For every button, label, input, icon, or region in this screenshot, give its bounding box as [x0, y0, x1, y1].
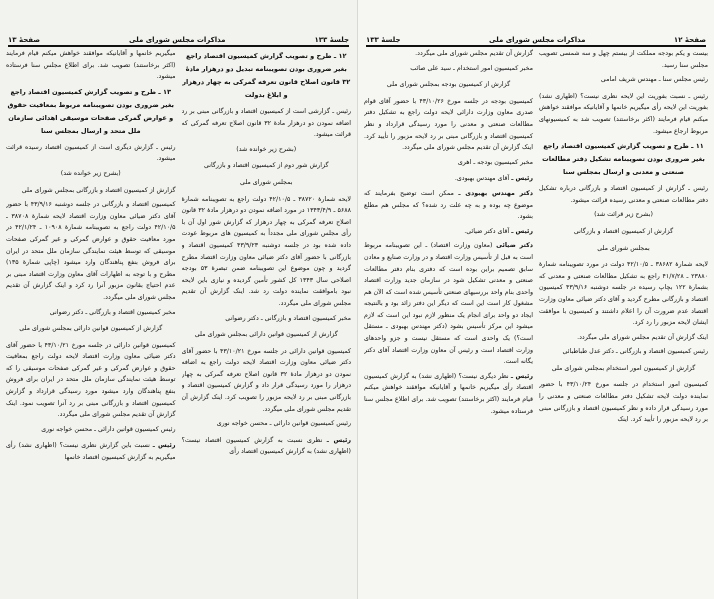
centered-line	[182, 144, 352, 156]
speaker-name: دکتر ضیائی	[496, 242, 533, 250]
paragraph	[539, 259, 708, 329]
paragraph	[6, 185, 176, 197]
paragraph-text: گزارش شور دوم از کمیسیون اقتصاد و بازرگانی	[203, 162, 329, 170]
paragraph	[364, 226, 533, 238]
paragraph-text: رئیس کمیسیون قوانین دارائی ـ محسن خواجه نوری	[41, 425, 176, 433]
paragraph	[364, 96, 533, 154]
paragraph-text: مخبر کمیسیون بودجه ـ اهری	[457, 158, 533, 166]
paragraph-text: لایحه شمارهٔ ۳۸۶۸۲ ـ ۴۲/۱۰/۵ دولت در مورد تصویبنامه شمارهٔ ۲۳۸۸۰ ـ ۴۱/۷/۲۸ راجع به تشکیل مطالعات صنعتی و معدنی که بشمارهٔ ۱۲۲ بچاپ رسیده در جلسه دوشنبه ۴۳/۹/۱۶ کمیسیون اقتصاد و بازرگانی مطرح گردید و آقای دکتر ضیائی معاون وزارت اقتصاد عدم ضرورت آن را اعلام داشتند و کمیسیون با موافقت ایشان لایحه مزبور را رد کرد.	[539, 261, 708, 327]
paragraph-text: بیست و یکم بودجه مملکت از بیستم چهل و سه شمسی تصویب مجلس سنا رسید.	[539, 50, 708, 69]
paragraph-text: نسبت باین گزارش نظری نیست؟ (اظهاری نشد) رأی میگیریم به گزارش کمیسیون اقتصاد خانمها	[6, 442, 176, 462]
paragraph	[539, 91, 708, 137]
paragraph-text: لایحه شمارهٔ ۳۸۷۲۰ ـ ۴۲/۱۰/۵ دولت راجع به تصویبنامه شمارهٔ ۵۶۸۸ ـ ۱۳۴۳/۴/۹ در مورد اضافه نمودن دو درهزار مادهٔ ۳۲ قانون اصلاح تعرفه گمرکی به چهار درهزار که گزارش شور اول آن با رأی مجلس شورای ملی مجدداً به کمیسیون های مربوط عودت داده شده بود در جلسه دوشنبه ۴۳/۹/۲۳ کمیسیون اقتصاد و بازرگانی با حضور آقای دکتر ضیائی معاون وزارت اقتصاد مطرح گردید و چون موضوع این تصویبنامه ضمن تبصرهٔ ۵۳ بودجه اصلاحی سال ۱۳۴۳ کل کشور تأمین گردیده و نیازی باین لایحه نبود باموافقت نماینده دولت رد شد. اینک گزارش آن تقدیم مجلس شورای ملی میگردد.	[181, 195, 351, 307]
publication-title: مذاکرات مجلس شورای ملی	[129, 36, 226, 44]
paragraph	[6, 48, 176, 83]
paragraph-text: رئیس کمیسیون اقتصاد و بازرگانی ـ دکتر عدل طباطبائی	[562, 348, 708, 356]
paragraph	[6, 199, 176, 303]
column-left	[6, 48, 176, 559]
speaker-name: رئیس ـ	[152, 442, 176, 450]
paragraph-text: کمیسیون قوانین دارائی در جلسه مورخ ۴۳/۱۰/۲۱ با حضور آقای دکتر ضیائی معاون وزارت اقتصاد لایحه دولت راجع به اضافه نمودن دو درهزار مادهٔ ۳۲ قانون اصلاح تعرفه گمرکی به چهار درهزار را مورد رسیدگی قرار داد و گزارش کمیسیون اقتصاد و بازرگانی مبنی بر رد لایحه مزبور را تصویب کرد. اینک گزارش آن تقدیم مجلس شورای ملی میگردد.	[181, 347, 351, 413]
centered-line	[539, 226, 708, 238]
paragraph	[182, 346, 352, 416]
speaker-name: رئیس ـ	[510, 372, 533, 380]
session-number: جلسهٔ ۱۳۳	[366, 36, 401, 44]
paragraph	[182, 435, 352, 458]
centered-line	[364, 79, 533, 91]
paragraph-text: میگیریم خانمها و آقایانیکه موافقند خواهش میکنم قیام فرمایند (اکثر برخاستند) تصویب شد. برای اطلاع مجلس سنا فرستاده میشود.	[6, 50, 176, 81]
speaker-name: رئیس ـ	[511, 227, 533, 235]
paragraph-text: رئیس کمیسیون قوانین دارائی ـ محسن خواجه نوری	[216, 420, 351, 428]
paragraph-text: رئیس ـ نسبت بفوریت این لایحه نظری نیست؟ (اظهاری نشد) بفوریت این لایحه رأی میگیریم خانمها و آقایانیکه موافقند خواهش میکنم قیام فرمایند (اکثر برخاستند) تصویب شد به کمیسیونهای مربوط ارجاع میشود.	[539, 92, 708, 135]
paragraph-text: گزارش از کمیسیون بودجه بمجلس شورای ملی	[386, 81, 511, 89]
paragraph-text: گزارش از کمیسیون اقتصاد و بازرگانی	[573, 227, 674, 235]
centered-line	[539, 243, 708, 255]
speaker-name: دکتر مهندس بهبودی ـ	[458, 189, 533, 197]
signature-line	[182, 313, 352, 325]
paragraph-text: اینک گزارش آن تقدیم مجلس شورای ملی میگردد.	[577, 333, 708, 341]
centered-line	[182, 329, 352, 341]
centered-line	[182, 177, 352, 189]
paragraph	[364, 371, 533, 417]
agenda-item-heading	[6, 86, 176, 138]
centered-line	[6, 323, 176, 335]
paragraph	[6, 340, 176, 421]
speaker-name: رئیس ـ	[326, 436, 351, 444]
paragraph-text: ۱۱ ـ طرح و تصویب گزارش کمیسیون اقتصاد راجع بغیر ضروری بودن تصویبنامه تشکیل دفتر مطالعات صنعتی و معدنی و ارسال بمجلس سنا	[542, 142, 705, 177]
signature-line	[539, 346, 708, 358]
page-12	[357, 0, 714, 599]
paragraph-text: نظری نسبت به گزارش کمیسیون اقتصاد نیست؟ (اظهاری نشد) به گزارش کمیسیون اقتصاد رأی	[181, 436, 351, 456]
paragraph-text: گزارش آن تقدیم مجلس شورای ملی میگردد.	[415, 50, 533, 57]
agenda-item-heading	[539, 140, 708, 179]
paragraph-text: رئیس ـ گزارش دیگری است از کمیسیون اقتصاد رسیده قرائت میشود.	[6, 143, 176, 163]
signature-line	[6, 424, 176, 436]
paragraph-text: ۱۳ ـ طرح و تصویب گزارش کمیسیون اقتصاد راجع بغیر ضروری بودن تصویبنامه مربوط بمعافیت حقوق و عوارض گمرکی صفحات موسیقی اهدائی سازمان ملل متحد و ارسال بمجلس سنا	[7, 87, 175, 135]
column-left	[364, 48, 533, 559]
paragraph-text: بمجلس شورای ملی	[239, 178, 293, 186]
paragraph	[539, 332, 708, 344]
signature-line	[539, 74, 708, 86]
page-header	[8, 32, 349, 47]
centered-line	[539, 209, 708, 221]
paragraph-text: گزارش از کمیسیون امور استخدام بمجلس شورای ملی	[551, 364, 696, 372]
centered-line	[6, 168, 176, 180]
paragraph-text: بمجلس شورای ملی	[597, 244, 650, 252]
paragraph	[539, 183, 708, 206]
page-number: صفحهٔ ۱۳	[8, 36, 41, 44]
paragraph-text: گزارش از کمیسیون قوانین دارائی بمجلس شورای ملی	[19, 325, 163, 333]
paragraph	[539, 48, 708, 71]
paragraph-text: نظر دیگری نیست؟ (اظهاری نشد) به گزارش کمیسیون اقتصاد رأی میگیریم خانمها و آقایانیکه موافقند خواهش میکنم قیام فرمایند (اکثر برخاستند) تصویب شد. برای اطلاع مجلس سنا فرستاده میشود.	[364, 372, 533, 415]
paragraph-text: (بشرح زیر قرائت شد)	[594, 211, 653, 219]
agenda-item-heading	[182, 50, 352, 102]
paragraph-text: ممکن است توضیح بفرمایند که موضوع چه بوده و به چه علت رد شده؟ که مجلس هم مطلع بشود.	[364, 189, 533, 221]
paragraph	[364, 48, 533, 60]
paragraph-text: گزارش از کمیسیون اقتصاد و بازرگانی بمجلس شورای ملی	[21, 186, 176, 194]
page-header	[366, 32, 706, 47]
paragraph	[6, 440, 176, 463]
paragraph-text: (بشرح زیر خوانده شد)	[236, 145, 297, 153]
paragraph-text: رئیس ـ گزارشی است از کمیسیون اقتصاد و بازرگانی مبنی بر رد اضافه نمودن دو درهزار مادهٔ ۳۲ قانون اصلاح تعرفه گمرکی که قرائت میشود.	[181, 108, 351, 139]
paragraph-text: (بشرح زیر خوانده شد)	[60, 169, 121, 177]
publication-title: مذاکرات مجلس شورای ملی	[489, 36, 586, 44]
column-right	[182, 48, 352, 559]
speaker-name: رئیس ـ	[511, 175, 533, 183]
signature-line	[364, 63, 533, 75]
signature-line	[6, 307, 176, 319]
paragraph-text: کمیسیون امور استخدام در جلسه مورخ ۴۳/۱۰/۲۴ با حضور نماینده دولت لایحه تشکیل دفتر مطالعات صنعتی و معدنی را مورد رسیدگی قرار داده و نظر کمیسیون اقتصاد و بازرگانی مبنی بر رد لایحه مزبور را تأیید کرد. اینک	[539, 381, 708, 424]
paragraph-text: (معاون وزارت اقتصاد) ـ این تصویبنامه مربوط است به قبل از تأسیس وزارت اقتصاد و در وزارت صنایع و معادن سابق تصمیم براین بوده است که دفتری بنام دفتر مطالعات صنعتی و معدنی تشکیل شود در سازمان جدید وزارت اقتصاد واحدی بنام واحد بررسیهای صنعتی تأسیس شده است که الآن هم مشغول کار است این است که دیگر این دفتر زائد بود و بالنتیجه ایجاد دو واحد برای انجام یک منظور لازم نبود این است که لازم میشود این مرکز تأسیس بشود (دکتر مهندس بهبودی ـ مستقل است؟) یک واحدی است که مستقل نیست و جزو واحدهای وزارت اقتصاد است و رئیس آن معاون وزارت اقتصاد آقای دکتر یگانه است.	[364, 242, 533, 366]
paragraph-text: مخبر کمیسیون امور استخدام ـ سید علی صائب	[410, 64, 533, 72]
signature-line	[364, 157, 533, 169]
paragraph	[6, 142, 176, 165]
paragraph	[364, 173, 533, 185]
paragraph-text: کمیسیون بودجه در جلسه مورخ ۴۳/۱۰/۲۶ با حضور آقای قوام صدری معاون وزارت دارائی لایحه دولت راجع به تشکیل دفتر مطالعات صنعتی و معدنی را مورد رسیدگی قرارداد و نظر کمیسیون اقتصاد و بازرگانی مبنی بر رد لایحه مزبور را تأیید کرد. اینک گزارش آن تقدیم مجلس شورای ملی میگردد.	[364, 97, 533, 152]
paragraph-text: کمیسیون اقتصاد و بازرگانی در جلسه دوشنبه ۴۳/۹/۱۶ با حضور آقای دکتر ضیائی معاون وزارت اقتصاد لایحه شمارهٔ ۳۸۷۰۸ ـ ۴۲/۱۰/۵ دولت راجع به تصویبنامه شمارهٔ ۱۰۹۰۸ ـ ۴۲/۱/۲۴ در مورد معافیت حقوق و عوارض گمرکی و غیر گمرکی صفحات موسیقی که توسط هیئت نمایندگی سازمان ملل متحد در ایران برای فروش بنفع پناهندگان وارد میشود (چاپی شمارهٔ ۱۳۵) مطرح و با توجه به اظهارات آقای معاون وزارت اقتصاد مبنی بر عدم احتیاج بقانون مزبور آنرا رد کرد و اینک گزارش آن تقدیم مجلس شورای ملی میگردد.	[6, 201, 176, 301]
centered-line	[539, 363, 708, 375]
paragraph	[539, 379, 708, 425]
paragraph-text: مخبر کمیسیون اقتصاد و بازرگانی ـ دکتر رضوانی	[225, 314, 351, 322]
paragraph-text: مخبر کمیسیون اقتصاد و بازرگانی ـ دکتر رضوانی	[49, 308, 176, 316]
paragraph-text: رئیس مجلس سنا ـ مهندس شریف امامی	[600, 76, 708, 84]
paragraph-text: کمیسیون قوانین دارائی در جلسه مورخ ۴۳/۱۰/۲۱ با حضور آقای دکتر ضیائی معاون وزارت اقتصاد لایحه دولت راجع بمعافیت حقوق و عوارض گمرکی و غیر گمرکی صفحات موسیقی را که توسط هیئت نمایندگی سازمان ملل متحد در ایران برای فروش بنفع پناهندگان وارد میشود مورد رسیدگی قرارداد و گزارش کمیسیون اقتصاد و بازرگانی مبنی بر رد آنرا تصویب نمود. اینک گزارش آن تقدیم مجلس شورای ملی میگردد.	[6, 341, 176, 419]
session-number: جلسهٔ ۱۳۳	[314, 36, 349, 44]
paragraph-text: گزارش از کمیسیون قوانین دارائی بمجلس شورای ملی	[194, 331, 338, 339]
paragraph-text: آقای دکتر ضیائی.	[464, 227, 510, 235]
paragraph	[364, 240, 533, 368]
centered-line	[182, 160, 352, 172]
paragraph	[364, 188, 533, 223]
paragraph-text: آقای مهندس بهبودی.	[454, 175, 510, 183]
paragraph	[182, 194, 352, 310]
column-right	[539, 48, 708, 559]
signature-line	[182, 418, 352, 430]
paragraph-text: ۱۲ ـ طرح و تصویب گزارش کمیسیون اقتصاد راجع بغیر ضروری بودن تصویبنامه تبدیل دو درهزار مادهٔ ۳۲ قانون اصلاح قانون تعرفه گمرکی به چهار درهزار و ابلاغ بدولت	[182, 52, 351, 99]
paragraph	[182, 106, 352, 141]
paragraph-text: رئیس ـ گزارش از کمیسیون اقتصاد و بازرگانی درباره تشکیل دفتر مطالعات صنعتی و معدنی رسیده قرائت میشود.	[539, 185, 708, 204]
page-number: صفحهٔ ۱۲	[673, 36, 706, 44]
